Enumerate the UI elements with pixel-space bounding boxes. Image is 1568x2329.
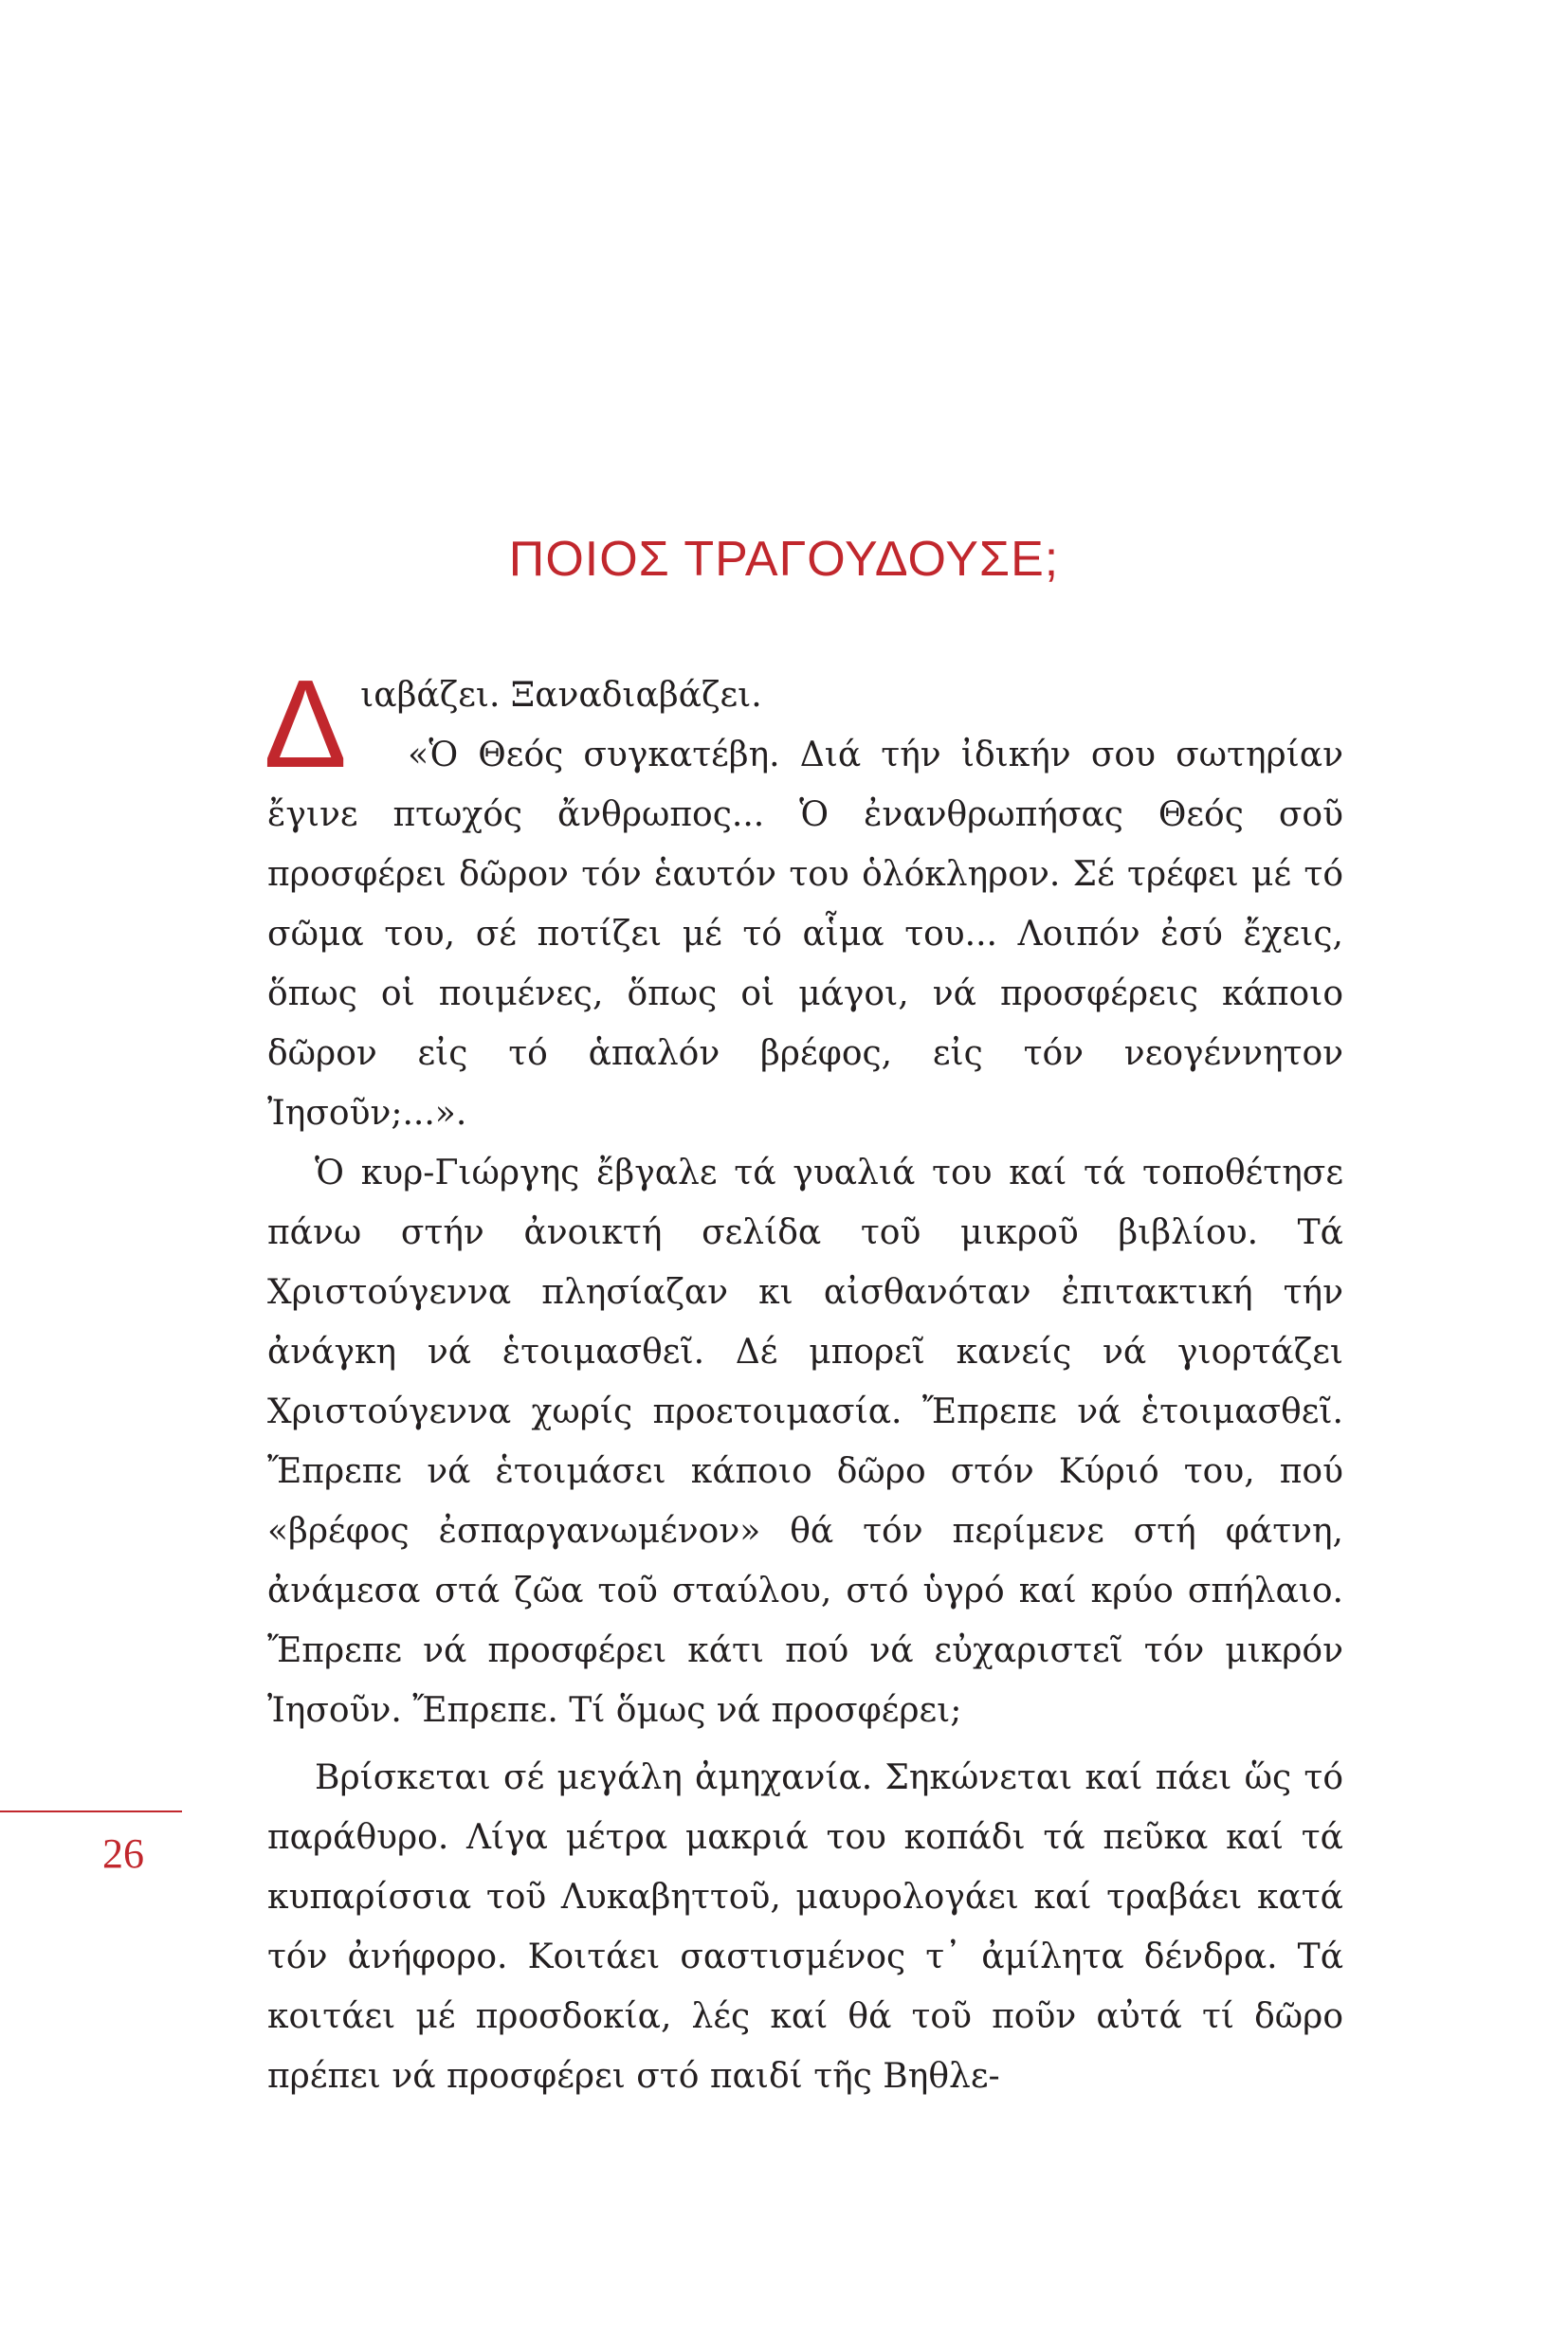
drop-cap: Δ [264,654,348,793]
paragraph-1-quote: «Ὁ Θεός συγκατέβη. Διά τήν ἰδικήν σου σωτηρίαν ἔγινε πτωχός ἄνθρωπος... Ὁ ἐνανθρωπήσας Θεός σοῦ προσφέρει δῶρον τόν ἑαυτόν του ὁλόκληρον. Σέ τρέφει μέ τό σῶμα του, σέ ποτίζει μέ τό αἷμα του... Λοιπόν ἐσύ ἔχεις, ὅπως οἱ ποιμένες, ὅπως οἱ μάγοι, νά προσφέρεις κάποιο δῶρον εἰς τό ἁπαλόν βρέφος, εἰς τόν νεογέννητον Ἰησοῦν;...». [267,736,1343,1133]
paragraph-1 [264,654,1343,1143]
chapter-title: ΠΟΙΟΣ ΤΡΑΓΟΥΔΟΥΣΕ; [508,532,1060,587]
margin-rule [0,1810,182,1812]
paragraph-1-first-line: ιαβάζει. Ξαναδιαβάζει. [360,676,762,715]
paragraph-2: Ὁ κυρ-Γιώργης ἔβγαλε τά γυαλιά του καί τά τοποθέτησε πάνω στήν ἀνοικτή σελίδα τοῦ μικροῦ βιβλίου. Τά Χριστούγεννα πλησίαζαν κι αἰσθανόταν ἐπιτακτική τήν ἀνάγκη νά ἑτοιμασθεῖ. Δέ μπορεῖ κανείς νά γιορτάζει Χριστούγεννα χωρίς προετοιμασία. Ἔπρεπε νά ἑτοιμασθεῖ. Ἔπρεπε νά ἑτοιμάσει κάποιο δῶρο στόν Κύριό του, πού «βρέφος ἐσπαργανωμένον» θά τόν περίμενε στή φάτνη, ἀνάμεσα στά ζῶα τοῦ σταύλου, στό ὑγρό καί κρύο σπήλαιο. Ἔπρεπε νά προσφέρει κάτι πού νά εὐχαριστεῖ τόν μικρόν Ἰησοῦν. Ἔπρεπε. Τί ὅμως νά προσφέρει; [267,1154,1343,1730]
page-number: 26 [102,1830,144,1877]
paragraph-3: Βρίσκεται σέ μεγάλη ἀμηχανία. Σηκώνεται καί πάει ὥς τό παράθυρο. Λίγα μέτρα μακριά του κοπάδι τά πεῦκα καί τά κυπαρίσσια τοῦ Λυκαβηττοῦ, μαυρολογάει καί τραβάει κατά τόν ἀνήφορο. Κοιτάει σαστισμένος τ᾿ ἀμίλητα δένδρα. Τά κοιτάει μέ προσδοκία, λές καί θά τοῦ ποῦν αὐτά τί δῶρο πρέπει νά προσφέρει στό παιδί τῆς Βηθλε- [267,1758,1343,2096]
body-text [264,654,1343,2106]
